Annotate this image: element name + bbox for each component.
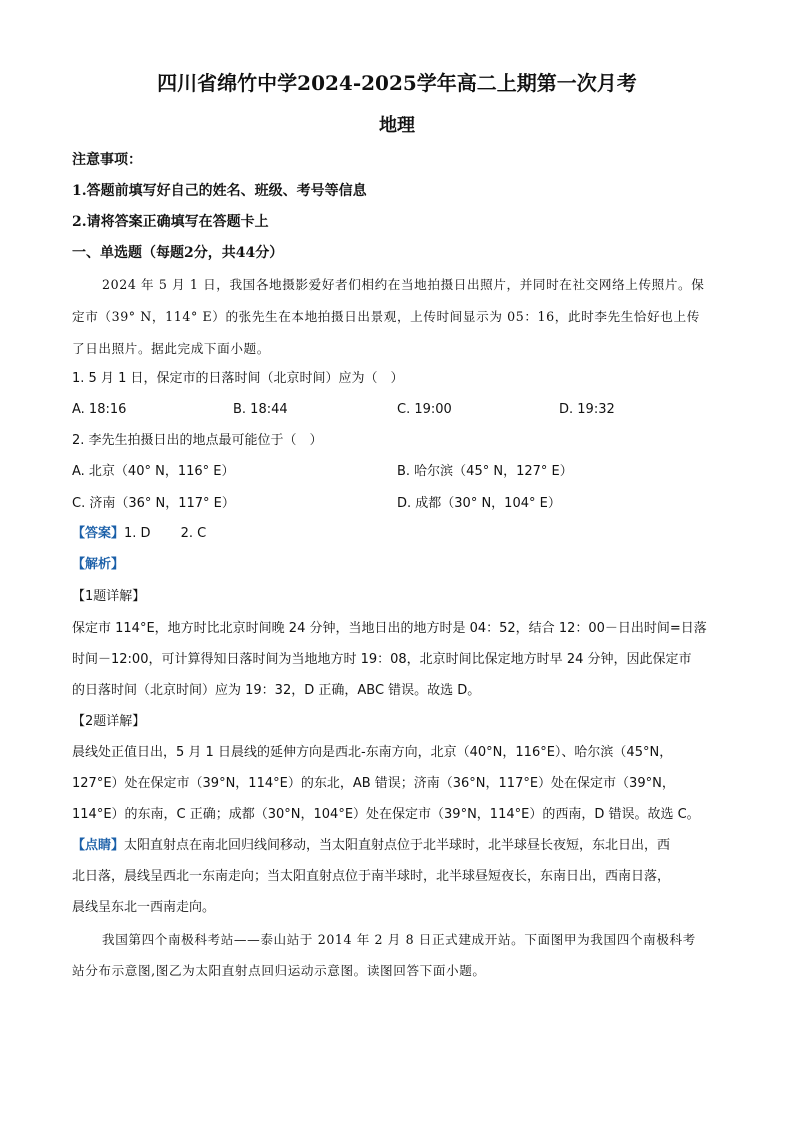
question-1-stem: 1. 5 月 1 日，保定市的日落时间（北京时间）应为（ ） [72, 371, 404, 386]
material-2-line-2: 站分布示意图,图乙为太阳直射点回归运动示意图。读图回答下面小题。 [72, 963, 486, 978]
detail-2-line-3: 114°E）的东南，C 正确；成都（30°N，104°E）处在保定市（39°N，114°E）的西南，D 错误。故选 C。 [72, 807, 700, 822]
exam-subject: 地理 [379, 115, 415, 136]
detail-2-line-1: 晨线处正值日出，5 月 1 日晨线的延伸方向是西北-东南方向，北京（40°N，116°E）、哈尔滨（45°N， [72, 745, 673, 760]
material-1-line-1: 2024 年 5 月 1 日，我国各地摄影爱好者们相约在当地拍摄日出照片，并同时在社交网络上传照片。保 [102, 277, 705, 292]
point-text-1: 太阳直射点在南北回归线间移动，当太阳直射点位于北半球时，北半球昼长夜短，东北日出，西 [124, 838, 671, 853]
answer-tag: 【答案】 [72, 526, 125, 541]
answer-line [72, 524, 206, 544]
section-heading: 一、单选题（每题2分，共44分） [72, 245, 284, 261]
detail-1-line-1: 保定市 114°E，地方时比北京时间晚 24 分钟，当地日出的地方时是 04：52，结合 12：00－日出时间=日落 [72, 621, 707, 636]
question-1-option-c: C. 19:00 [397, 402, 452, 417]
notes-item-2: 2.请将答案正确填写在答题卡上 [72, 214, 269, 230]
question-2-option-c: C. 济南（36° N，117° E） [72, 496, 235, 511]
question-2-stem: 2. 李先生拍摄日出的地点最可能位于（ ） [72, 433, 323, 448]
detail-2-tag: 【2题详解】 [72, 714, 146, 729]
point-line-1 [72, 836, 670, 856]
material-2-line-1: 我国第四个南极科考站——泰山站于 2014 年 2 月 8 日正式建成开站。下面图甲为我国四个南极科考 [102, 932, 696, 947]
detail-1-line-3: 的日落时间（北京时间）应为 19：32，D 正确，ABC 错误。故选 D。 [72, 683, 481, 698]
point-line-3: 晨线呈东北一西南走向。 [72, 900, 216, 915]
question-1-option-d: D. 19:32 [559, 402, 615, 417]
question-2-option-d: D. 成都（30° N，104° E） [397, 496, 561, 511]
detail-1-line-2: 时间－12:00，可计算得知日落时间为当地地方时 19：08，北京时间比保定地方时早 24 分钟，因此保定市 [72, 652, 692, 667]
detail-1-tag: 【1题详解】 [72, 589, 146, 604]
point-line-2: 北日落，晨线呈西北一东南走向；当太阳直射点位于南半球时，北半球昼短夜长，东南日出，西南日落， [72, 869, 671, 884]
question-1-option-a: A. 18:16 [72, 402, 127, 417]
point-tag: 【点睛】 [72, 838, 125, 853]
answer-1: 1. D [124, 526, 151, 541]
material-1-line-2: 定市（39° N，114° E）的张先生在本地拍摄日出景观，上传时间显示为 05：16，此时李先生恰好也上传 [72, 309, 700, 324]
exam-title: 四川省绵竹中学2024-2025学年高二上期第一次月考 [157, 71, 637, 95]
question-2-option-b: B. 哈尔滨（45° N，127° E） [397, 464, 573, 479]
analysis-tag: 【解析】 [72, 557, 125, 572]
question-2-option-a: A. 北京（40° N，116° E） [72, 464, 235, 479]
answer-2: 2. C [180, 526, 207, 541]
material-1-line-3: 了日出照片。据此完成下面小题。 [72, 341, 270, 356]
question-1-option-b: B. 18:44 [233, 402, 288, 417]
detail-2-line-2: 127°E）处在保定市（39°N，114°E）的东北，AB 错误；济南（36°N，117°E）处在保定市（39°N， [72, 776, 675, 791]
notes-heading: 注意事项： [72, 152, 142, 168]
notes-item-1: 1.答题前填写好自己的姓名、班级、考号等信息 [72, 183, 367, 199]
